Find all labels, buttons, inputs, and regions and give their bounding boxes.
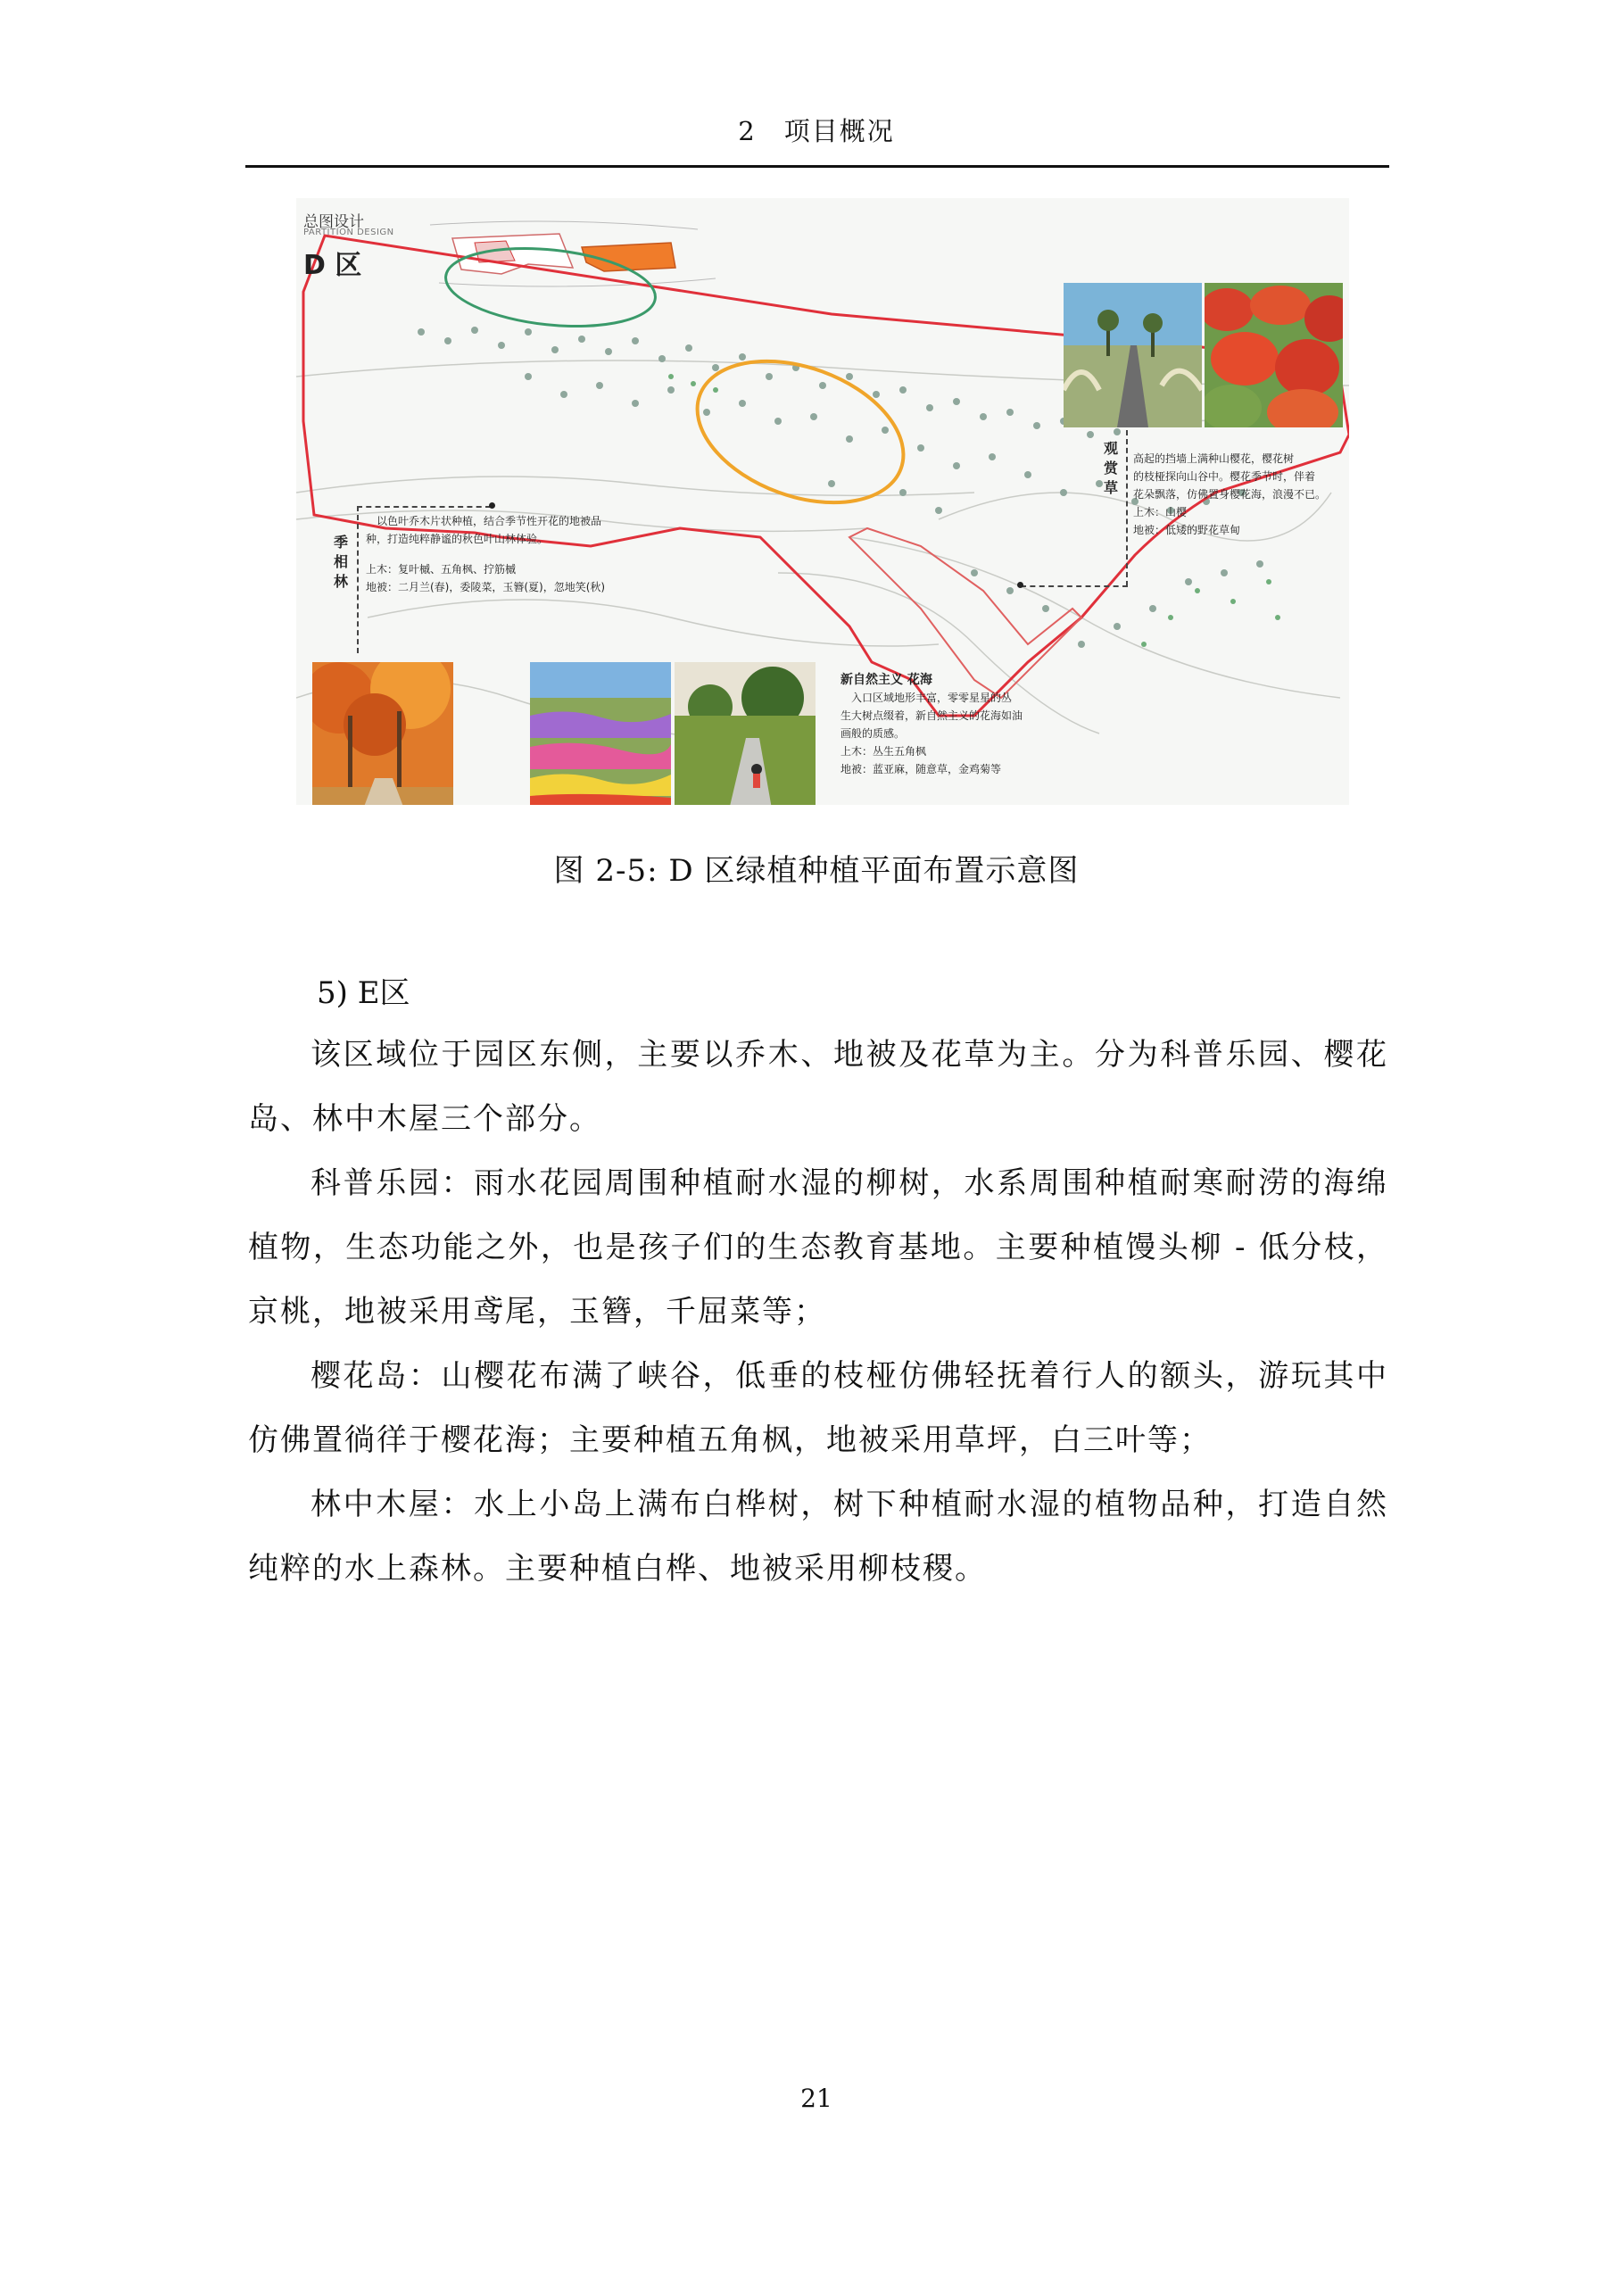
note-left-line: 种，打造纯粹静谧的秋色叶山林体验。 bbox=[366, 533, 549, 545]
photo-meadow-path bbox=[675, 662, 816, 805]
note-right bbox=[1133, 450, 1347, 539]
leader-left-vertical bbox=[357, 506, 359, 653]
note-right-line: 的枝桠探向山谷中。樱花季节时，伴着 bbox=[1133, 470, 1316, 483]
leader-left-dot bbox=[489, 502, 495, 509]
figure-kicker-en: PARTITION DESIGN bbox=[303, 228, 394, 237]
figure-kicker: 总图设计 bbox=[303, 213, 364, 231]
note-bottom-line: 入口区域地形丰富，零零星星的丛 bbox=[851, 692, 1013, 704]
label-ornamental-grass-text: 观赏草 bbox=[1103, 440, 1118, 496]
note-bottom-line: 画般的质感。 bbox=[840, 727, 906, 740]
label-ornamental-grass bbox=[1102, 439, 1120, 498]
note-bottom-line: 生大树点缀着，新自然主义的花海如油 bbox=[840, 709, 1023, 722]
photo-red-kochia bbox=[1205, 283, 1343, 427]
note-right-line: 高起的挡墙上满种山樱花，樱花树 bbox=[1133, 452, 1295, 465]
photo-autumn-forest bbox=[312, 662, 453, 805]
label-seasonal-forest-text: 季相林 bbox=[333, 534, 348, 590]
note-right-line: 上木：山樱 bbox=[1133, 506, 1188, 518]
label-seasonal-forest bbox=[332, 533, 350, 592]
body-paragraph: 林中木屋：水上小岛上满布白桦树，树下种植耐水湿的植物品种，打造自然纯粹的水上森林。主要种植白桦、地被采用柳枝稷。 bbox=[248, 1487, 1388, 1587]
note-right-line: 花朵飘落，仿佛置身樱花海，浪漫不已。 bbox=[1133, 488, 1327, 501]
note-bottom-line: 地被：蓝亚麻，随意草，金鸡菊等 bbox=[840, 763, 1002, 775]
note-bottom bbox=[840, 671, 1081, 778]
photo-ornamental-grass bbox=[1064, 283, 1202, 427]
leader-right-vertical bbox=[1126, 430, 1128, 586]
note-bottom-line: 上木：丛生五角枫 bbox=[840, 745, 927, 758]
note-left-line: 地被：二月兰(春)，委陵菜，玉簪(夏)，忽地笑(秋) bbox=[366, 581, 606, 593]
note-left-line: 以色叶乔木片状种植，结合季节性开花的地被品 bbox=[377, 515, 602, 527]
figure-caption: 图 2-5: D 区绿植种植平面布置示意图 bbox=[553, 853, 1080, 889]
leader-right-horizontal bbox=[1021, 585, 1128, 587]
page-number: 21 bbox=[800, 2084, 832, 2113]
figure-zone-title: D 区 bbox=[303, 250, 362, 281]
note-right-line: 地被：低矮的野花草甸 bbox=[1133, 524, 1241, 536]
site-plan-figure bbox=[296, 198, 1349, 805]
body-paragraph: 科普乐园：雨水花园周围种植耐水湿的柳树，水系周围种植耐寒耐涝的海绵植物，生态功能之外，也是孩子们的生态教育基地。主要种植馒头柳 - 低分枝，京桃，地被采用鸢尾，玉簪，千屈菜等； bbox=[248, 1165, 1388, 1330]
photo-flower-sea bbox=[530, 662, 671, 805]
leader-right-dot bbox=[1017, 582, 1023, 588]
note-left-line: 上木：复叶槭、五角枫、拧筋槭 bbox=[366, 563, 517, 576]
header-rule bbox=[245, 165, 1389, 168]
body-paragraph: 该区域位于园区东侧，主要以乔木、地被及花草为主。分为科普乐园、樱花岛、林中木屋三个部分。 bbox=[248, 1037, 1388, 1137]
body-paragraph: 樱花岛：山樱花布满了峡谷，低垂的枝桠仿佛轻抚着行人的额头，游玩其中仿佛置徜徉于樱花海；主要种植五角枫，地被采用草坪，白三叶等； bbox=[248, 1358, 1388, 1458]
leader-left-horizontal bbox=[357, 506, 491, 508]
section-heading: 5) E区 bbox=[317, 975, 410, 1011]
running-header: 2 项目概况 bbox=[738, 116, 895, 146]
note-left bbox=[366, 512, 651, 596]
note-bottom-title: 新自然主义 花海 bbox=[840, 673, 932, 687]
